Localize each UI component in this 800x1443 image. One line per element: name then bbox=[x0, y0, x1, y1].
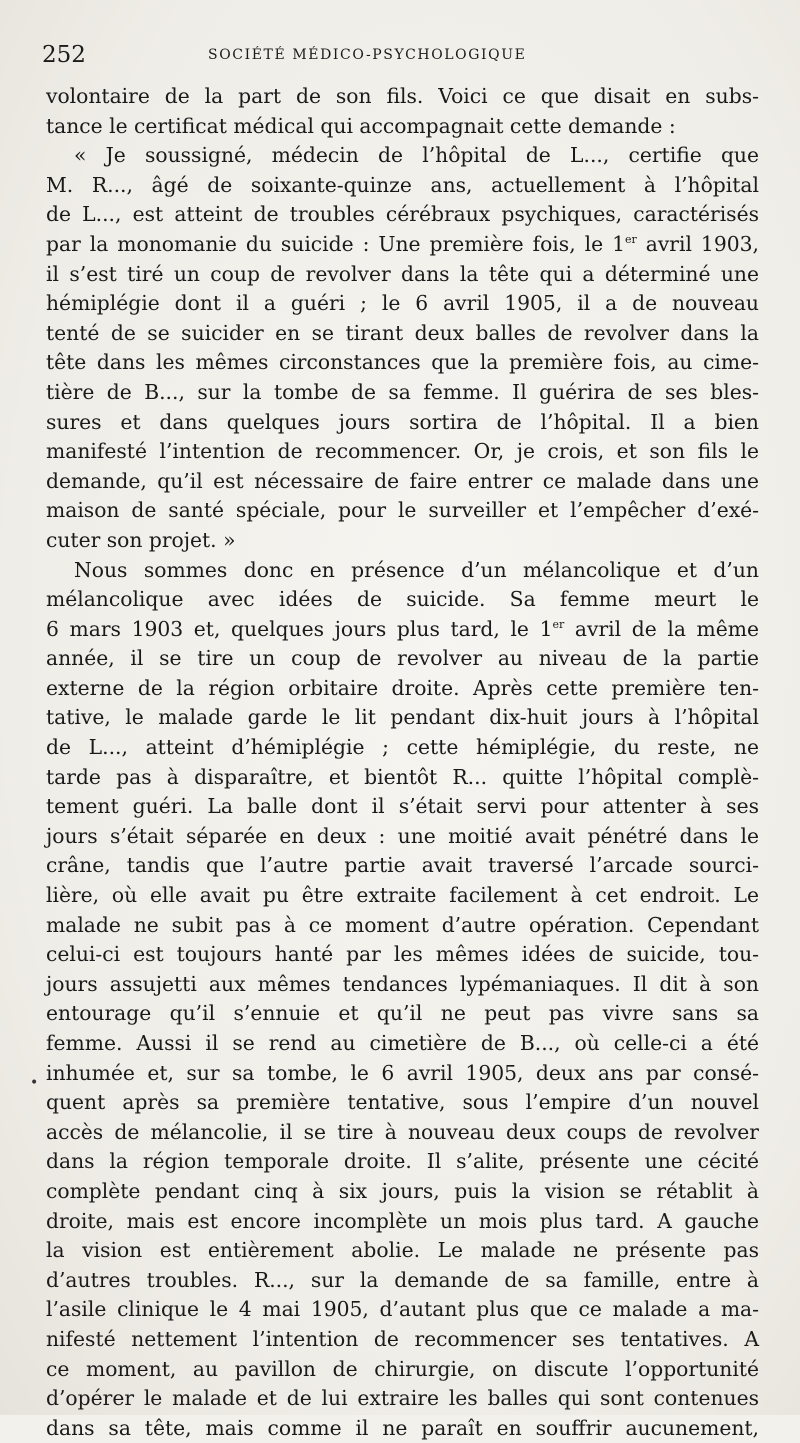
text-line: tement guéri. La balle dont il s’était servi pour attenter à ses bbox=[46, 794, 759, 819]
text-line: sures et dans quelques jours sortira de l’hôpital. Il a bien bbox=[46, 409, 759, 434]
running-head bbox=[42, 38, 754, 72]
text-line: manifesté l’intention de recommencer. Or, je crois, et son fils le bbox=[46, 439, 759, 464]
text-line: volontaire de la part de son fils. Voici ce que disait en subs- bbox=[46, 84, 759, 108]
page-number: 252 bbox=[42, 42, 86, 68]
text-line: cuter son projet. » bbox=[46, 527, 236, 552]
text-line: nifesté nettement l’intention de recommencer ses tentatives. A bbox=[46, 1326, 759, 1351]
text-line: tenté de se suicider en se tirant deux balles de revolver dans la bbox=[46, 320, 759, 345]
text-line: jours assujetti aux mêmes tendances lypémaniaques. Il dit à son bbox=[46, 971, 759, 996]
text-line: entourage qu’il s’ennuie et qu’il ne peut pas vivre sans sa bbox=[46, 1001, 759, 1026]
text-line: d’opérer le malade et de lui extraire les balles qui sont contenues bbox=[46, 1386, 759, 1411]
text-line: lière, où elle avait pu être extraite facilement à cet endroit. Le bbox=[46, 883, 759, 908]
body-text bbox=[46, 82, 759, 1443]
text-line: tative, le malade garde le lit pendant dix-huit jours à l’hôpital bbox=[46, 705, 759, 730]
text-line: inhumée et, sur sa tombe, le 6 avril 1905, deux ans par consé- bbox=[46, 1060, 759, 1085]
text-line: d’autres troubles. R..., sur la demande de sa famille, entre à bbox=[46, 1267, 759, 1292]
text-line: jours s’était séparée en deux : une moitié avait pénétré dans le bbox=[46, 823, 759, 848]
text-line: dans la région temporale droite. Il s’alite, présente une cécité bbox=[46, 1149, 759, 1174]
text-line: malade ne subit pas à ce moment d’autre opération. Cependant bbox=[46, 912, 759, 937]
text-line: M. R..., âgé de soixante-quinze ans, actuellement à l’hôpital bbox=[46, 172, 759, 197]
text-line: complète pendant cinq à six jours, puis la vision se rétablit à bbox=[46, 1178, 759, 1203]
text-line: de L..., atteint d’hémiplégie ; cette hémiplégie, du reste, ne bbox=[46, 735, 759, 760]
text-line: tarde pas à disparaître, et bientôt R... quitte l’hôpital complè- bbox=[46, 764, 759, 789]
text-line: dans sa tête, mais comme il ne paraît en souffrir aucunement, bbox=[46, 1415, 759, 1440]
text-line: il s’est tiré un coup de revolver dans la tête qui a déterminé une bbox=[46, 261, 759, 286]
text-line: ce moment, au pavillon de chirurgie, on discute l’opportunité bbox=[46, 1356, 759, 1381]
text-line: femme. Aussi il se rend au cimetière de B..., où celle-ci a été bbox=[46, 1031, 759, 1055]
text-line: année, il se tire un coup de revolver au niveau de la partie bbox=[46, 646, 759, 671]
margin-mark: • bbox=[30, 1075, 39, 1091]
text-line: mélancolique avec idées de suicide. Sa femme meurt le bbox=[46, 587, 759, 612]
text-line: « Je soussigné, médecin de l’hôpital de L..., certifie que bbox=[74, 143, 759, 168]
text-line: externe de la région orbitaire droite. Après cette première ten- bbox=[46, 675, 759, 700]
text-line: demande, qu’il est nécessaire de faire entrer ce malade dans une bbox=[46, 468, 759, 493]
text-line: par la monomanie du suicide : Une première fois, le 1er avril 1903, bbox=[46, 231, 759, 256]
text-line: de L..., est atteint de troubles cérébraux psychiques, caractérisés bbox=[46, 202, 759, 227]
text-line: la vision est entièrement abolie. Le malade ne présente pas bbox=[46, 1238, 759, 1263]
journal-title: SOCIÉTÉ MÉDICO-PSYCHOLOGIQUE bbox=[208, 47, 527, 63]
text-line: celui-ci est toujours hanté par les mêmes idées de suicide, tou- bbox=[46, 942, 759, 967]
text-line: crâne, tandis que l’autre partie avait traversé l’arcade sourci- bbox=[46, 853, 759, 878]
text-line: hémiplégie dont il a guéri ; le 6 avril 1905, il a de nouveau bbox=[46, 291, 759, 316]
text-line: l’asile clinique le 4 mai 1905, d’autant plus que ce malade a ma- bbox=[46, 1297, 759, 1322]
text-line: droite, mais est encore incomplète un mois plus tard. A gauche bbox=[46, 1208, 759, 1233]
text-line: tance le certificat médical qui accompagnait cette demande : bbox=[46, 113, 676, 138]
text-line: maison de santé spéciale, pour le surveiller et l’empêcher d’exé- bbox=[46, 498, 759, 523]
text-line: 6 mars 1903 et, quelques jours plus tard, le 1er avril de la même bbox=[46, 616, 759, 641]
text-line: tête dans les mêmes circonstances que la première fois, au cime- bbox=[46, 350, 759, 375]
text-line: quent après sa première tentative, sous l’empire d’un nouvel bbox=[46, 1090, 759, 1115]
text-line: Nous sommes donc en présence d’un mélancolique et d’un bbox=[74, 557, 759, 582]
text-line: accès de mélancolie, il se tire à nouveau deux coups de revolver bbox=[46, 1119, 759, 1144]
text-line: tière de B..., sur la tombe de sa femme. Il guérira de ses bles- bbox=[46, 379, 759, 404]
